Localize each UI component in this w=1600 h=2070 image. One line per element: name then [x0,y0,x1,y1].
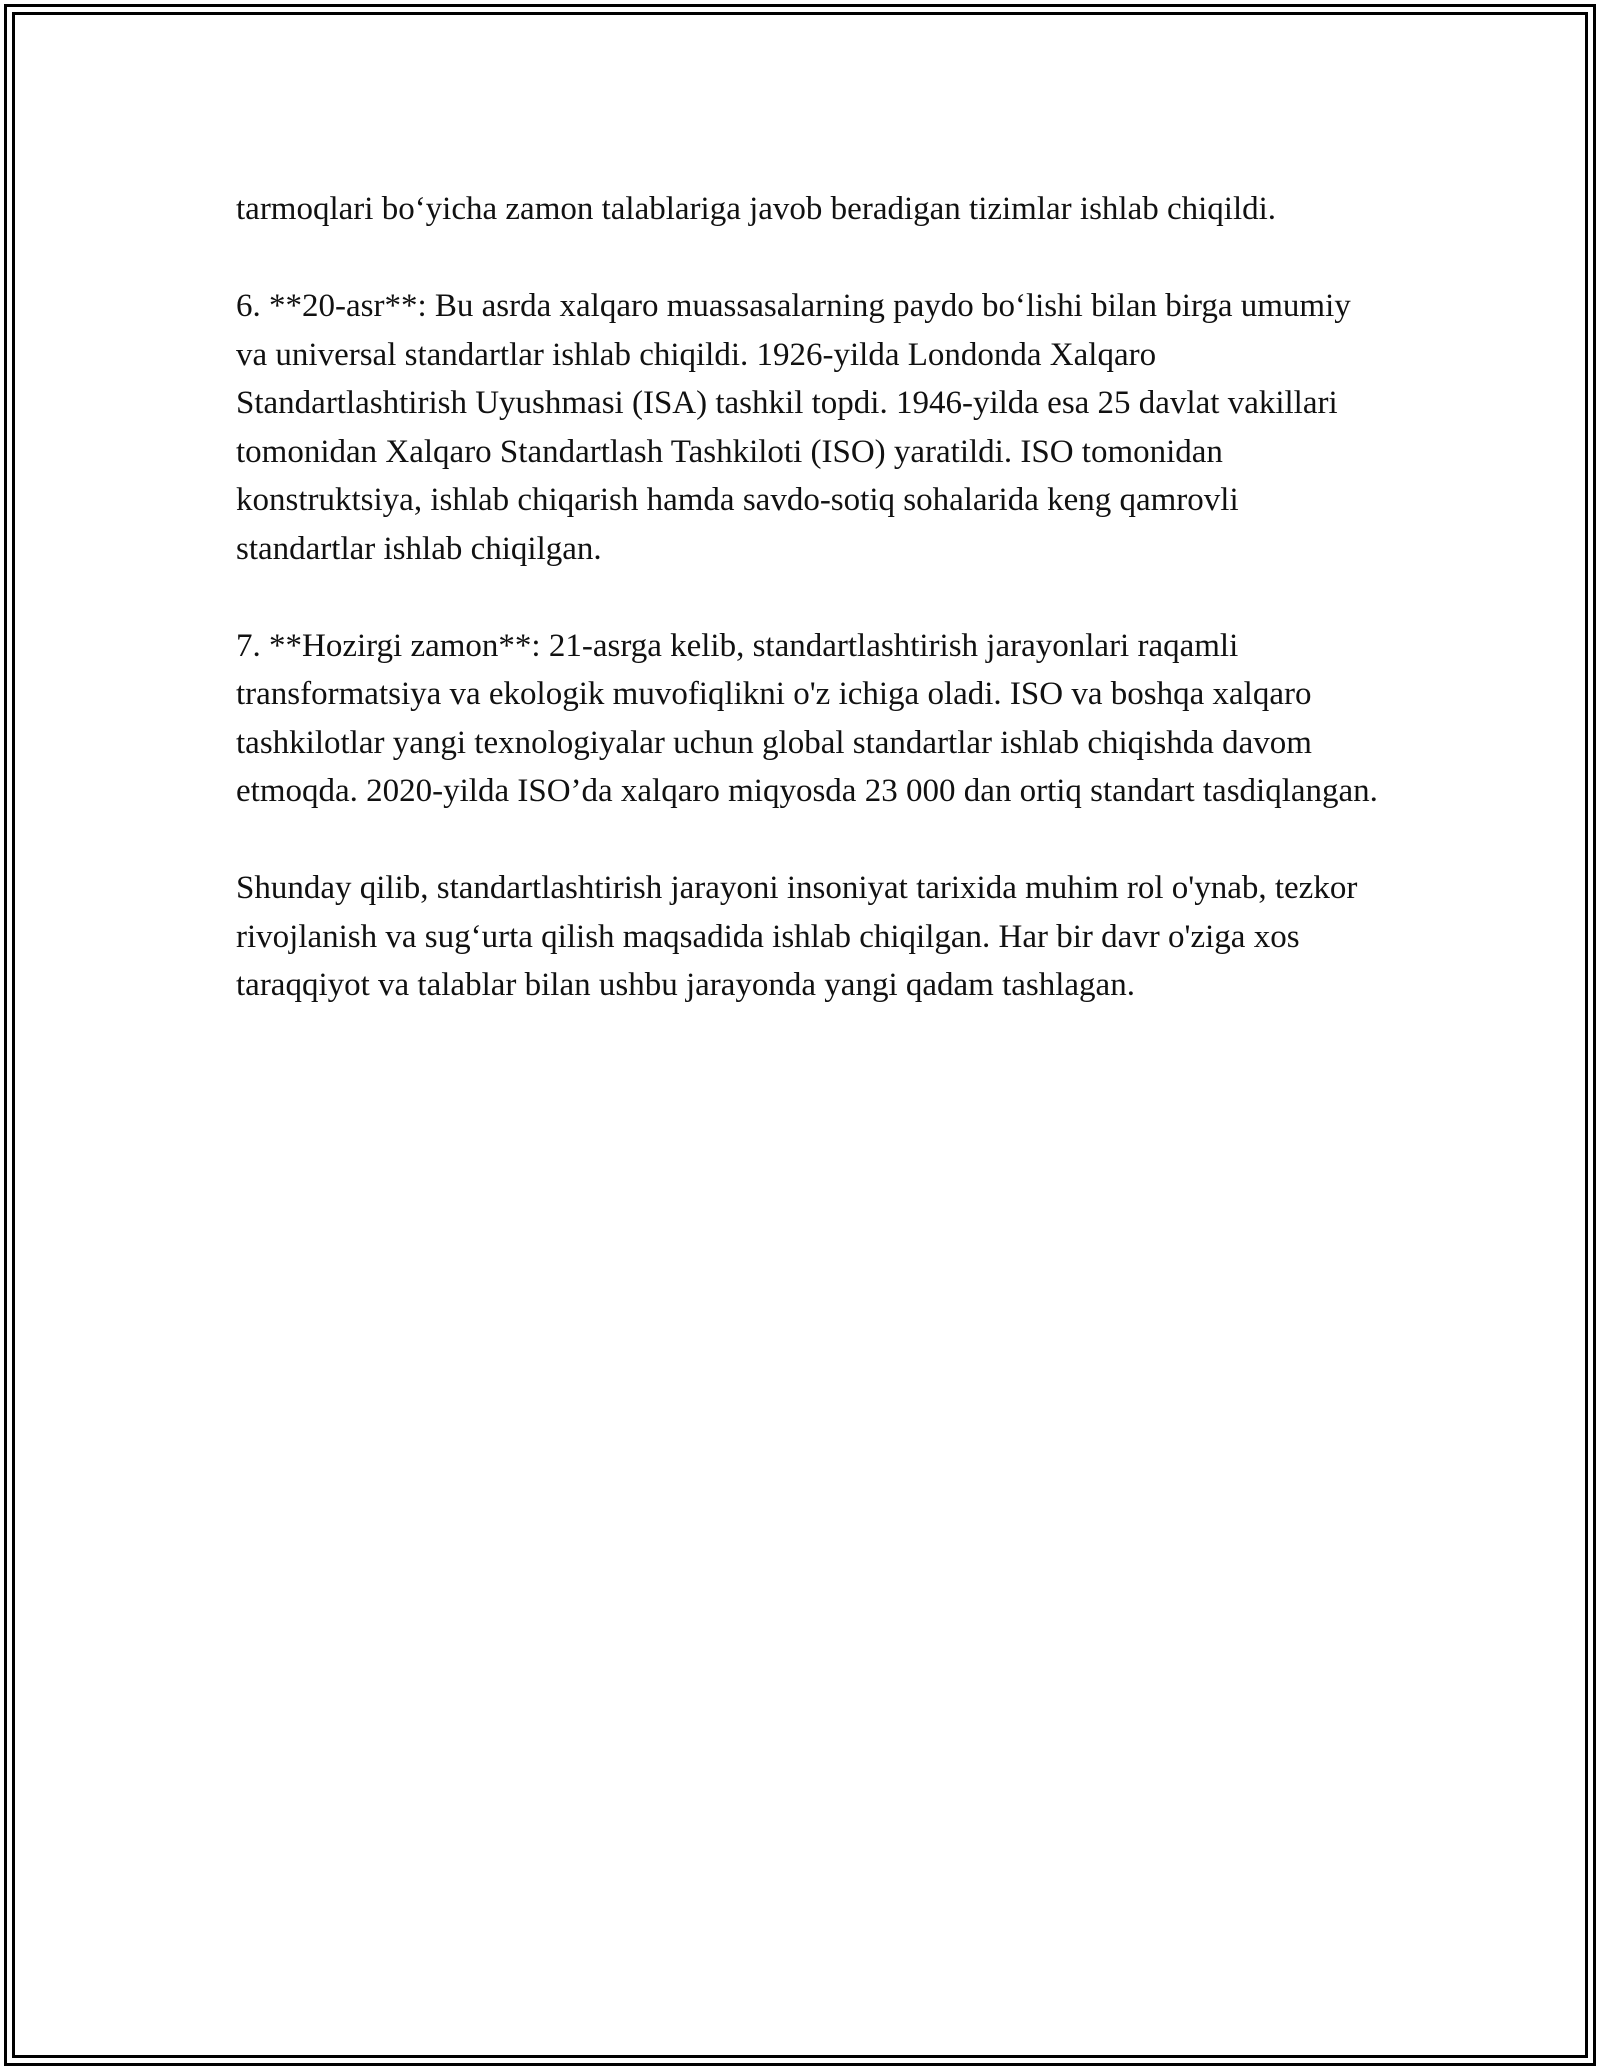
paragraph-modern-era: 7. **Hozirgi zamon**: 21-asrga kelib, standartlashtirish jarayonlari raqamli transformatsiya va ekologik muvofiqlikni o'z ichiga oladi. ISO va boshqa xalqaro tashkilotlar yangi texnologiyalar uchun global standartlar ishlab chiqishda davom etmoqda. 2020-yilda ISO’da xalqaro miqyosda 23 000 dan ortiq standart tasdiqlangan. [236,627,1378,809]
paragraph-conclusion: Shunday qilib, standartlashtirish jarayoni insoniyat tarixida muhim rol o'ynab, tezkor rivojlanish va sug‘urta qilish maqsadida ishlab chiqilgan. Har bir davr o'ziga xos taraqqiyot va talablar bilan ushbu jarayonda yangi qadam tashlagan. [236,870,1358,1003]
paragraph-20th-century: 6. **20-asr**: Bu asrda xalqaro muassasalarning paydo bo‘lishi bilan birga umumiy va universal standartlar ishlab chiqildi. 1926-yilda Londonda Xalqaro Standartlashtirish Uyushmasi (ISA) tashkil topdi. 1946-yilda esa 25 davlat vakillari tomonidan Xalqaro Standartlash Tashkiloti (ISO) yaratildi. ISO tomonidan konstruktsiya, ishlab chiqarish hamda savdo-sotiq sohalarida keng qamrovli standartlar ishlab chiqilgan. [236,288,1351,567]
document-body [236,185,1386,1058]
paragraph-continuation: tarmoqlari bo‘yicha zamon talablariga javob beradigan tizimlar ishlab chiqildi. [236,191,1277,227]
